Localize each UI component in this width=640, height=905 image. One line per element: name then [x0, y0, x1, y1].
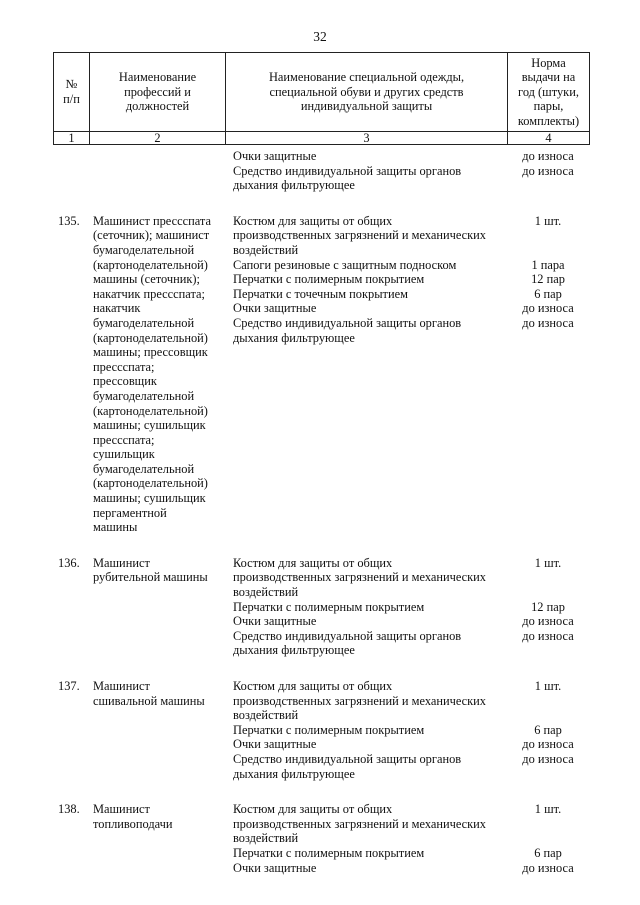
ppe-items-cell-line: Очки защитные [233, 614, 317, 629]
ppe-items-cell-line: дыхания фильтрующее [233, 766, 355, 781]
ppe-items-cell-line: Средство индивидуальной защиты органов [233, 163, 462, 178]
profession-cell-line: прессспата; [93, 432, 155, 447]
table-row [53, 781, 589, 875]
norms-cell-line [507, 570, 589, 585]
header-profession: Наименование профессий и должностей [90, 53, 226, 132]
ppe-items-cell-line: Средство индивидуальной защиты органов [233, 315, 462, 330]
profession-cell [89, 781, 225, 875]
row-number: 137. [58, 679, 80, 693]
ppe-items-cell [225, 535, 507, 658]
ppe-items-cell-line: воздействий [233, 242, 299, 257]
profession-cell-line: Машинист [93, 555, 150, 570]
profession-cell [89, 147, 225, 193]
ppe-items-cell-line: Перчатки с полимерным покрытием [233, 845, 425, 860]
row-number: 135. [58, 213, 80, 228]
ppe-items-cell [225, 193, 507, 535]
profession-cell-line: (картоноделательной) [93, 476, 208, 491]
profession-cell-line: накатчик прессспата; [93, 286, 205, 301]
ppe-items-cell-line: дыхания фильтрующее [233, 178, 355, 193]
profession-cell-line: (картоноделательной) [93, 257, 208, 272]
norms-cell-line: до износа [522, 751, 574, 766]
ppe-items-cell [225, 658, 507, 781]
norms-cell [507, 147, 589, 193]
norms-cell-line: 12 пар [531, 599, 565, 614]
profession-cell [89, 535, 225, 658]
header-ppe: Наименование специальной одежды, специальной обуви и других средств индивидуальной защиты [226, 53, 508, 132]
profession-cell [89, 193, 225, 535]
page-number: 32 [313, 29, 327, 44]
ppe-items-cell-line: Средство индивидуальной защиты органов [233, 628, 462, 643]
ppe-items-cell-line: дыхания фильтрующее [233, 643, 355, 658]
ppe-items-cell-line: Костюм для защиты от общих [233, 679, 393, 693]
ppe-items-cell-line: Очки защитные [233, 737, 317, 752]
ppe-items-cell-line: Очки защитные [233, 149, 317, 163]
header-num: № п/п [54, 53, 90, 132]
norms-cell-line [507, 831, 589, 846]
profession-cell-line: бумагоделательной [93, 242, 195, 257]
norms-cell-line: 12 пар [531, 272, 565, 287]
profession-cell-line: рубительной машины [93, 570, 208, 585]
table-row [53, 658, 589, 781]
profession-cell-line: машины; сушильщик [93, 491, 206, 506]
norms-cell-line [507, 767, 589, 782]
profession-cell-line: бумагоделательной [93, 388, 195, 403]
ppe-items-cell-line: Перчатки с полимерным покрытием [233, 722, 425, 737]
norms-cell-line [507, 708, 589, 723]
norms-cell-line: до износа [522, 737, 574, 752]
profession-cell-line: (картоноделательной) [93, 403, 208, 418]
norms-cell-line: до износа [522, 163, 574, 178]
ppe-items-cell-line: Средство индивидуальной защиты органов [233, 751, 462, 766]
norms-cell-line: до износа [522, 614, 574, 629]
profession-cell-line: (сеточник); машинист [93, 228, 210, 243]
profession-cell-line: машины (сеточник); [93, 272, 200, 287]
profession-cell-line: прессспата; [93, 359, 155, 374]
header-norm: Норма выдачи на год (штуки, пары, комплекты) [508, 53, 590, 132]
norms-cell-line [507, 228, 589, 243]
norms-cell-line: 1 пара [531, 257, 565, 272]
ppe-items-cell-line: производственных загрязнений и механических [233, 228, 486, 243]
ppe-items-cell-line: дыхания фильтрующее [233, 330, 355, 345]
profession-cell-line: бумагоделательной [93, 461, 195, 476]
ppe-items-cell-line: Сапоги резиновые с защитным подноском [233, 257, 457, 272]
profession-cell-line: машины; прессовщик [93, 345, 208, 360]
column-number-2: 2 [90, 132, 226, 145]
norms-cell [507, 535, 589, 658]
profession-cell-line: машины; сушильщик [93, 418, 206, 433]
norms-cell [507, 781, 589, 875]
profession-cell-line: сшивальной машины [93, 693, 205, 708]
ppe-items-cell-line: Костюм для защиты от общих [233, 213, 393, 228]
ppe-items-cell-line: Перчатки с точечным покрытием [233, 286, 408, 301]
profession-cell-line: прессовщик [93, 374, 157, 389]
norms-cell-line: 1 шт. [534, 679, 562, 693]
norms-cell-line: 6 пар [534, 286, 562, 301]
profession-cell-line: Машинист [93, 679, 150, 693]
ppe-items-cell-line: производственных загрязнений и механических [233, 570, 486, 585]
norms-cell-line: 1 шт. [534, 555, 562, 570]
norms-cell-line: 6 пар [534, 845, 562, 860]
column-number-4: 4 [508, 132, 590, 145]
norms-cell [507, 193, 589, 535]
row-number [53, 147, 89, 193]
profession-cell-line: сушильщик [93, 447, 155, 462]
norms-cell [507, 658, 589, 781]
ppe-items-cell-line: Перчатки с полимерным покрытием [233, 272, 425, 287]
profession-cell-line: накатчик [93, 301, 141, 316]
table-header [53, 52, 590, 145]
norms-cell-line [507, 585, 589, 600]
ppe-items-cell [225, 147, 507, 193]
table-row [53, 535, 589, 658]
ppe-items-cell-line: Очки защитные [233, 860, 317, 875]
norms-cell-line: до износа [522, 301, 574, 316]
table-body [53, 147, 589, 875]
row-number: 136. [58, 555, 80, 570]
norms-cell-line [507, 694, 589, 709]
norms-cell-line: до износа [522, 860, 574, 875]
profession-cell [89, 658, 225, 781]
norms-cell-line [507, 178, 589, 193]
column-number-1: 1 [54, 132, 90, 145]
norms-cell-line [507, 817, 589, 832]
ppe-items-cell-line: производственных загрязнений и механических [233, 693, 486, 708]
ppe-items-cell [225, 781, 507, 875]
profession-cell-line: бумагоделательной [93, 315, 195, 330]
profession-cell-line: Машинист прессспата [93, 213, 211, 228]
profession-cell-line: машины [93, 520, 138, 535]
norms-cell-line: 6 пар [534, 722, 562, 737]
ppe-items-cell-line: воздействий [233, 585, 299, 600]
ppe-items-cell-line: Костюм для защиты от общих [233, 802, 393, 817]
norms-cell-line [507, 643, 589, 658]
norms-cell-line [507, 243, 589, 258]
norms-cell-line: до износа [522, 315, 574, 330]
table-row-continuation [53, 147, 589, 193]
profession-cell-line: Машинист [93, 802, 150, 817]
row-number: 138. [58, 802, 80, 817]
norms-cell-line: до износа [522, 149, 574, 163]
ppe-items-cell-line: Перчатки с полимерным покрытием [233, 599, 425, 614]
ppe-items-cell-line: производственных загрязнений и механических [233, 816, 486, 831]
norms-cell-line: 1 шт. [534, 213, 562, 228]
profession-cell-line: топливоподачи [93, 816, 173, 831]
column-number-3: 3 [226, 132, 508, 145]
norms-cell-line: 1 шт. [534, 802, 562, 817]
ppe-items-cell-line: Костюм для защиты от общих [233, 555, 393, 570]
ppe-items-cell-line: воздействий [233, 831, 299, 846]
norms-cell-line: до износа [522, 628, 574, 643]
profession-cell-line: пергаментной [93, 505, 167, 520]
table-row [53, 193, 589, 535]
ppe-items-cell-line: Очки защитные [233, 301, 317, 316]
norms-cell-line [507, 331, 589, 346]
ppe-items-cell-line: воздействий [233, 708, 299, 723]
profession-cell-line: (картоноделательной) [93, 330, 208, 345]
